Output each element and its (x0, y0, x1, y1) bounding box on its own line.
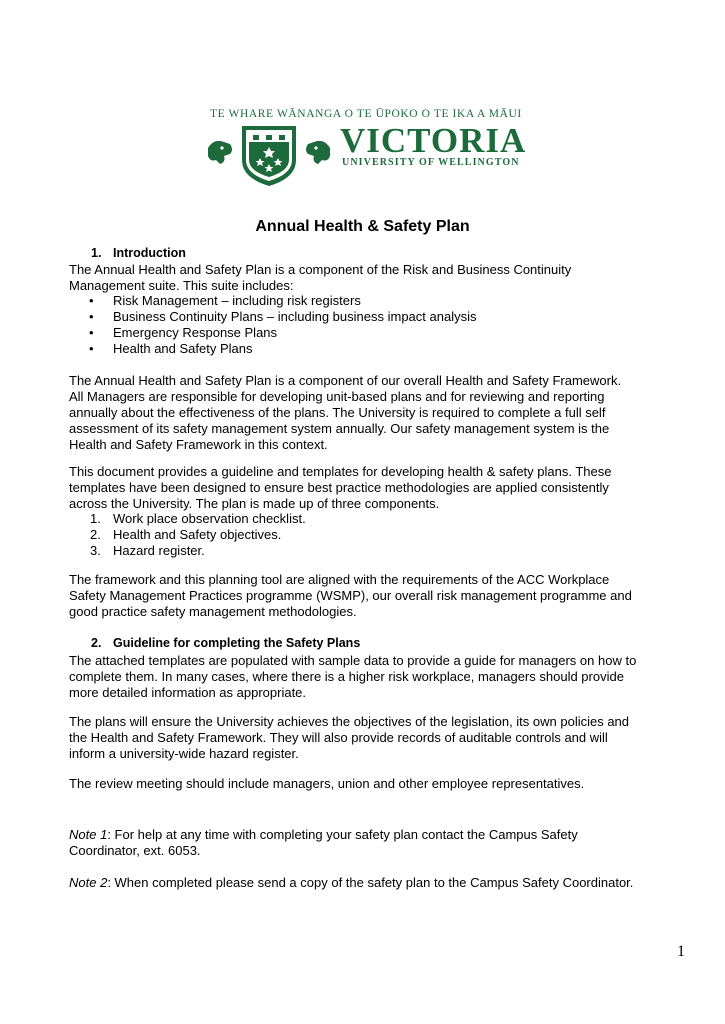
text-line: annually about the effectiveness of the plans. The University is required to complete a full self (69, 405, 606, 420)
alignment-paragraph (69, 572, 669, 620)
section-1-number: 1. (91, 246, 102, 260)
section-1-title: Introduction (113, 246, 186, 260)
templates-paragraph (69, 653, 669, 701)
list-item: • Business Continuity Plans – including business impact analysis (69, 309, 476, 325)
review-paragraph (69, 776, 669, 792)
list-item: • Health and Safety Plans (69, 341, 476, 357)
text-line: inform a university-wide hazard register. (69, 746, 299, 761)
section-2-title: Guideline for completing the Safety Plans (113, 636, 361, 650)
note-2: Note 2: When completed please send a copy of the safety plan to the Campus Safety Coordinator. (69, 875, 634, 890)
framework-paragraph (69, 373, 669, 453)
text-line: The Annual Health and Safety Plan is a component of the Risk and Business Continuity (69, 262, 572, 277)
text-line: good practice safety management methodologies. (69, 604, 357, 619)
text-line: The review meeting should include managers, union and other employee representatives. (69, 776, 585, 791)
logo-wordmark: VICTORIA (340, 121, 527, 160)
note-1-label: Note 1 (69, 827, 108, 842)
list-item: 1. Work place observation checklist. (90, 511, 306, 526)
text-line: Management suite. This suite includes: (69, 278, 294, 293)
section-2-number: 2. (91, 636, 102, 650)
text-line: the Health and Safety Framework. They will also provide records of auditable controls and will (69, 730, 608, 745)
text-line: All Managers are responsible for developing unit-based plans and for reviewing and reporting (69, 389, 605, 404)
plans-paragraph (69, 714, 669, 762)
note-2-label: Note 2 (69, 875, 108, 890)
university-logo (204, 108, 526, 190)
section-2-heading (91, 636, 360, 650)
page-number: 1 (677, 943, 685, 960)
logo-maori-text: TE WHARE WĀNANGA O TE ŪPOKO O TE IKA A MĀUI (210, 108, 522, 120)
section-1-heading (91, 246, 186, 260)
text-line: Health and Safety Framework in this context. (69, 437, 328, 452)
text-line: The plans will ensure the University achieves the objectives of the legislation, its own policies and (69, 714, 630, 729)
crest-emblem-icon (204, 122, 334, 188)
text-line: assessment of its safety management system annually. Our safety management system is the (69, 421, 610, 436)
list-item: • Risk Management – including risk registers (69, 293, 476, 309)
text-line: This document provides a guideline and templates for developing health & safety plans. These (69, 464, 612, 479)
suite-bullet-list (69, 293, 476, 357)
text-line: The Annual Health and Safety Plan is a component of our overall Health and Safety Framework. (69, 373, 622, 388)
list-item: • Emergency Response Plans (69, 325, 476, 341)
note-1: Note 1: For help at any time with completing your safety plan contact the Campus Safety Coordinator, ext. 6053. (69, 827, 578, 858)
text-line: Safety Management Practices programme (WSMP), our overall risk management programme and (69, 588, 632, 603)
components-numbered-list (69, 511, 306, 559)
text-line: more detailed information as appropriate. (69, 685, 307, 700)
document-title: Annual Health & Safety Plan (255, 218, 470, 235)
text-line: complete them. In many cases, where there is a higher risk workplace, managers should provide (69, 669, 624, 684)
guideline-paragraph (69, 464, 669, 512)
text-line: templates have been designed to ensure best practice methodologies are applied consistently (69, 480, 609, 495)
list-item: 2. Health and Safety objectives. (90, 527, 282, 542)
intro-paragraph (69, 262, 669, 294)
list-item: 3. Hazard register. (90, 543, 205, 558)
text-line: The attached templates are populated with sample data to provide a guide for managers on how to (69, 653, 637, 668)
text-line: across the University. The plan is made up of three components. (69, 496, 440, 511)
logo-subtitle: UNIVERSITY OF WELLINGTON (342, 157, 520, 168)
text-line: The framework and this planning tool are aligned with the requirements of the ACC Workplace (69, 572, 610, 587)
